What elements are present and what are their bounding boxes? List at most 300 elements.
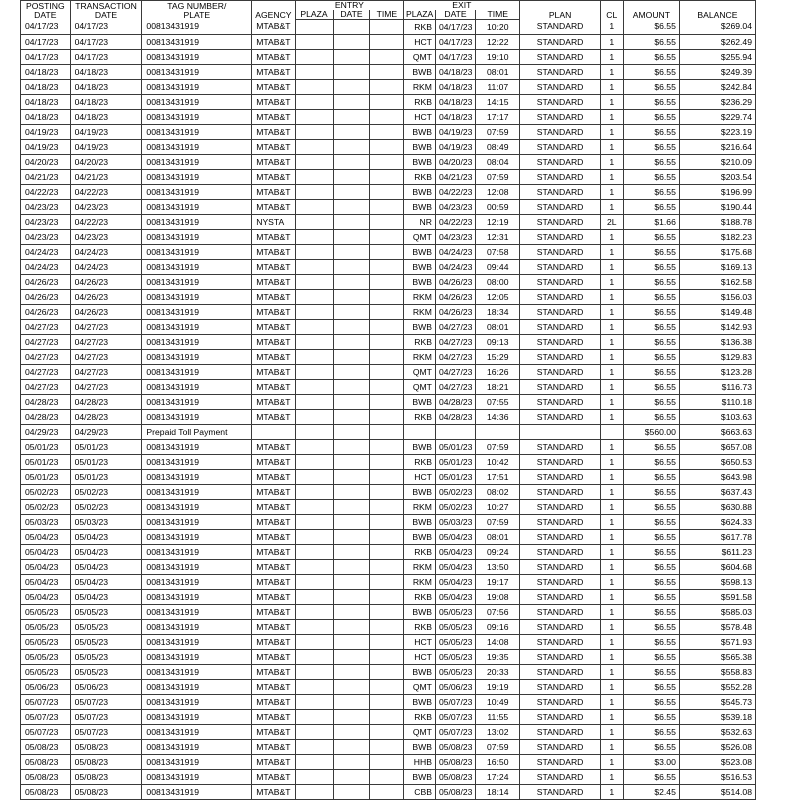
cl-cell: 1 xyxy=(600,455,623,470)
entry-date-cell xyxy=(333,140,370,155)
exit-plaza-cell: BWB xyxy=(404,260,436,275)
posting-date-cell: 04/23/23 xyxy=(21,230,71,245)
cl-cell: 1 xyxy=(600,395,623,410)
amount-cell: $6.55 xyxy=(623,155,679,170)
tag-plate-cell: 00813431919 xyxy=(142,170,252,185)
entry-plaza-cell xyxy=(295,605,333,620)
exit-date-cell: 04/26/23 xyxy=(435,305,475,320)
amount-cell: $6.55 xyxy=(623,335,679,350)
amount-cell: $6.55 xyxy=(623,95,679,110)
posting-date-cell: 04/28/23 xyxy=(21,395,71,410)
amount-cell: $6.55 xyxy=(623,185,679,200)
exit-plaza-cell: QMT xyxy=(404,680,436,695)
entry-time-cell xyxy=(370,260,404,275)
entry-time-cell xyxy=(370,650,404,665)
exit-plaza-cell: BWB xyxy=(404,530,436,545)
entry-plaza-cell xyxy=(295,200,333,215)
balance-cell: $611.23 xyxy=(679,545,755,560)
transaction-date-cell: 05/04/23 xyxy=(70,530,142,545)
posting-date-cell: 04/27/23 xyxy=(21,320,71,335)
cl-cell: 1 xyxy=(600,710,623,725)
entry-date-cell xyxy=(333,620,370,635)
plan-cell: STANDARD xyxy=(520,185,600,200)
table-row xyxy=(21,95,756,110)
plan-cell: STANDARD xyxy=(520,470,600,485)
entry-time-cell xyxy=(370,215,404,230)
agency-cell: MTAB&T xyxy=(252,140,295,155)
agency-cell: MTAB&T xyxy=(252,275,295,290)
agency-cell: MTAB&T xyxy=(252,410,295,425)
tag-plate-cell: 00813431919 xyxy=(142,590,252,605)
posting-date-cell: 04/28/23 xyxy=(21,410,71,425)
balance-cell: $578.48 xyxy=(679,620,755,635)
agency-cell: MTAB&T xyxy=(252,350,295,365)
tag-plate-cell: 00813431919 xyxy=(142,755,252,770)
exit-time-cell: 08:02 xyxy=(476,485,520,500)
balance-cell: $571.93 xyxy=(679,635,755,650)
tag-plate-cell: 00813431919 xyxy=(142,380,252,395)
agency-cell: MTAB&T xyxy=(252,125,295,140)
entry-time-cell xyxy=(370,230,404,245)
posting-date-cell: 04/17/23 xyxy=(21,35,71,50)
entry-time-cell xyxy=(370,740,404,755)
exit-time-cell: 19:17 xyxy=(476,575,520,590)
balance-cell: $136.38 xyxy=(679,335,755,350)
exit-plaza-cell: RKM xyxy=(404,500,436,515)
transaction-date-cell: 04/17/23 xyxy=(70,50,142,65)
transaction-date-cell: 04/29/23 xyxy=(70,425,142,440)
entry-date-cell xyxy=(333,215,370,230)
entry-time-cell xyxy=(370,35,404,50)
posting-date-cell: 04/27/23 xyxy=(21,350,71,365)
agency-cell: NYSTA xyxy=(252,215,295,230)
tag-plate-cell: 00813431919 xyxy=(142,785,252,800)
cl-cell: 1 xyxy=(600,605,623,620)
exit-plaza-cell: RKB xyxy=(404,335,436,350)
balance-cell: $558.83 xyxy=(679,665,755,680)
posting-date-cell: 04/21/23 xyxy=(21,170,71,185)
entry-time-cell xyxy=(370,170,404,185)
cl-cell: 1 xyxy=(600,350,623,365)
exit-plaza-cell: BWB xyxy=(404,245,436,260)
table-row xyxy=(21,365,756,380)
header-exit-plaza: PLAZA xyxy=(404,10,436,20)
exit-plaza-cell: HCT xyxy=(404,35,436,50)
entry-plaza-cell xyxy=(295,260,333,275)
amount-cell: $6.55 xyxy=(623,395,679,410)
header-entry-date: DATE xyxy=(333,10,370,20)
exit-time-cell: 18:14 xyxy=(476,785,520,800)
amount-cell: $1.66 xyxy=(623,215,679,230)
exit-date-cell: 04/28/23 xyxy=(435,410,475,425)
plan-cell: STANDARD xyxy=(520,20,600,35)
entry-time-cell xyxy=(370,530,404,545)
posting-date-cell: 05/04/23 xyxy=(21,545,71,560)
tag-plate-cell: 00813431919 xyxy=(142,20,252,35)
tag-plate-cell: 00813431919 xyxy=(142,695,252,710)
exit-time-cell: 19:10 xyxy=(476,50,520,65)
tag-plate-cell: 00813431919 xyxy=(142,395,252,410)
entry-date-cell xyxy=(333,95,370,110)
tag-plate-cell: 00813431919 xyxy=(142,530,252,545)
entry-plaza-cell xyxy=(295,275,333,290)
agency-cell: MTAB&T xyxy=(252,380,295,395)
entry-date-cell xyxy=(333,275,370,290)
transaction-date-cell: 04/28/23 xyxy=(70,395,142,410)
entry-time-cell xyxy=(370,140,404,155)
exit-plaza-cell: BWB xyxy=(404,155,436,170)
exit-date-cell: 05/05/23 xyxy=(435,620,475,635)
exit-plaza-cell: RKB xyxy=(404,455,436,470)
table-row xyxy=(21,170,756,185)
entry-plaza-cell xyxy=(295,755,333,770)
exit-date-cell: 05/08/23 xyxy=(435,755,475,770)
transaction-date-cell: 05/03/23 xyxy=(70,515,142,530)
transaction-date-cell: 05/07/23 xyxy=(70,695,142,710)
transaction-date-cell: 05/04/23 xyxy=(70,575,142,590)
plan-cell: STANDARD xyxy=(520,335,600,350)
exit-time-cell: 12:19 xyxy=(476,215,520,230)
table-row xyxy=(21,140,756,155)
balance-cell: $156.03 xyxy=(679,290,755,305)
agency-cell: MTAB&T xyxy=(252,545,295,560)
entry-time-cell xyxy=(370,620,404,635)
plan-cell: STANDARD xyxy=(520,650,600,665)
exit-date-cell: 04/26/23 xyxy=(435,290,475,305)
entry-time-cell xyxy=(370,335,404,350)
tag-plate-cell: 00813431919 xyxy=(142,50,252,65)
tag-plate-cell: 00813431919 xyxy=(142,440,252,455)
entry-date-cell xyxy=(333,170,370,185)
exit-time-cell: 07:55 xyxy=(476,395,520,410)
agency-cell: MTAB&T xyxy=(252,245,295,260)
entry-time-cell xyxy=(370,500,404,515)
header-transaction-date: TRANSACTION DATE xyxy=(70,1,142,20)
entry-time-cell xyxy=(370,20,404,35)
exit-plaza-cell: RKM xyxy=(404,80,436,95)
table-row xyxy=(21,575,756,590)
agency-cell: MTAB&T xyxy=(252,785,295,800)
balance-cell: $203.54 xyxy=(679,170,755,185)
transaction-date-cell: 05/08/23 xyxy=(70,740,142,755)
exit-time-cell: 10:49 xyxy=(476,695,520,710)
exit-time-cell: 07:59 xyxy=(476,125,520,140)
entry-date-cell xyxy=(333,125,370,140)
amount-cell: $6.55 xyxy=(623,710,679,725)
posting-date-cell: 05/05/23 xyxy=(21,605,71,620)
entry-time-cell xyxy=(370,95,404,110)
exit-plaza-cell: BWB xyxy=(404,185,436,200)
agency-cell: MTAB&T xyxy=(252,200,295,215)
plan-cell: STANDARD xyxy=(520,245,600,260)
exit-plaza-cell: HHB xyxy=(404,755,436,770)
exit-time-cell: 12:05 xyxy=(476,290,520,305)
exit-plaza-cell: HCT xyxy=(404,635,436,650)
entry-time-cell xyxy=(370,545,404,560)
balance-cell: $630.88 xyxy=(679,500,755,515)
entry-plaza-cell xyxy=(295,230,333,245)
exit-date-cell: 04/17/23 xyxy=(435,50,475,65)
table-row xyxy=(21,335,756,350)
tag-plate-cell: 00813431919 xyxy=(142,110,252,125)
exit-date-cell: 05/04/23 xyxy=(435,590,475,605)
entry-time-cell xyxy=(370,275,404,290)
header-plan: PLAN xyxy=(520,1,600,20)
posting-date-cell: 04/27/23 xyxy=(21,380,71,395)
cl-cell: 1 xyxy=(600,110,623,125)
entry-date-cell xyxy=(333,305,370,320)
posting-date-cell: 04/24/23 xyxy=(21,260,71,275)
table-row xyxy=(21,770,756,785)
posting-date-cell: 05/08/23 xyxy=(21,740,71,755)
posting-date-cell: 04/26/23 xyxy=(21,275,71,290)
amount-cell: $6.55 xyxy=(623,485,679,500)
exit-time-cell: 19:08 xyxy=(476,590,520,605)
exit-time-cell: 07:59 xyxy=(476,740,520,755)
balance-cell: $190.44 xyxy=(679,200,755,215)
entry-plaza-cell xyxy=(295,395,333,410)
exit-date-cell: 05/05/23 xyxy=(435,605,475,620)
plan-cell: STANDARD xyxy=(520,575,600,590)
exit-plaza-cell: BWB xyxy=(404,665,436,680)
amount-cell: $6.55 xyxy=(623,320,679,335)
entry-plaza-cell xyxy=(295,695,333,710)
entry-date-cell xyxy=(333,605,370,620)
exit-time-cell: 14:15 xyxy=(476,95,520,110)
exit-time-cell: 07:56 xyxy=(476,605,520,620)
agency-cell: MTAB&T xyxy=(252,725,295,740)
entry-date-cell xyxy=(333,500,370,515)
exit-plaza-cell: BWB xyxy=(404,395,436,410)
entry-date-cell xyxy=(333,440,370,455)
plan-cell: STANDARD xyxy=(520,230,600,245)
entry-date-cell xyxy=(333,665,370,680)
amount-cell: $6.55 xyxy=(623,200,679,215)
exit-plaza-cell: RKB xyxy=(404,545,436,560)
entry-time-cell xyxy=(370,395,404,410)
entry-time-cell xyxy=(370,320,404,335)
table-row xyxy=(21,635,756,650)
table-row xyxy=(21,650,756,665)
cl-cell: 1 xyxy=(600,245,623,260)
plan-cell: STANDARD xyxy=(520,65,600,80)
agency-cell: MTAB&T xyxy=(252,110,295,125)
cl-cell: 1 xyxy=(600,650,623,665)
balance-cell: $598.13 xyxy=(679,575,755,590)
transaction-date-cell: 05/04/23 xyxy=(70,560,142,575)
plan-cell: STANDARD xyxy=(520,530,600,545)
posting-date-cell: 04/24/23 xyxy=(21,245,71,260)
entry-plaza-cell xyxy=(295,425,333,440)
amount-cell: $6.55 xyxy=(623,305,679,320)
posting-date-cell: 04/27/23 xyxy=(21,365,71,380)
plan-cell: STANDARD xyxy=(520,665,600,680)
entry-plaza-cell xyxy=(295,185,333,200)
posting-date-cell: 04/19/23 xyxy=(21,125,71,140)
exit-time-cell: 12:08 xyxy=(476,185,520,200)
entry-date-cell xyxy=(333,200,370,215)
cl-cell: 1 xyxy=(600,65,623,80)
balance-cell: $650.53 xyxy=(679,455,755,470)
posting-date-cell: 05/08/23 xyxy=(21,785,71,800)
entry-plaza-cell xyxy=(295,635,333,650)
plan-cell: STANDARD xyxy=(520,155,600,170)
exit-plaza-cell: RKM xyxy=(404,350,436,365)
posting-date-cell: 05/02/23 xyxy=(21,485,71,500)
entry-plaza-cell xyxy=(295,155,333,170)
exit-time-cell: 10:27 xyxy=(476,500,520,515)
plan-cell: STANDARD xyxy=(520,50,600,65)
exit-date-cell: 04/27/23 xyxy=(435,365,475,380)
transaction-table xyxy=(20,0,756,800)
posting-date-cell: 04/20/23 xyxy=(21,155,71,170)
exit-time-cell: 14:08 xyxy=(476,635,520,650)
exit-date-cell: 05/03/23 xyxy=(435,515,475,530)
table-row xyxy=(21,155,756,170)
plan-cell: STANDARD xyxy=(520,125,600,140)
entry-date-cell xyxy=(333,50,370,65)
entry-date-cell xyxy=(333,290,370,305)
posting-date-cell: 05/01/23 xyxy=(21,440,71,455)
posting-date-cell: 05/04/23 xyxy=(21,575,71,590)
amount-cell: $6.55 xyxy=(623,575,679,590)
cl-cell: 1 xyxy=(600,680,623,695)
entry-date-cell xyxy=(333,395,370,410)
header-entry-time: TIME xyxy=(370,10,404,20)
transaction-date-cell: 04/23/23 xyxy=(70,230,142,245)
cl-cell: 1 xyxy=(600,35,623,50)
exit-plaza-cell: BWB xyxy=(404,695,436,710)
plan-cell: STANDARD xyxy=(520,35,600,50)
plan-cell: STANDARD xyxy=(520,755,600,770)
table-row xyxy=(21,290,756,305)
agency-cell: MTAB&T xyxy=(252,695,295,710)
tag-plate-cell: 00813431919 xyxy=(142,560,252,575)
agency-cell: MTAB&T xyxy=(252,470,295,485)
exit-date-cell: 04/22/23 xyxy=(435,185,475,200)
balance-cell: $162.58 xyxy=(679,275,755,290)
entry-date-cell xyxy=(333,410,370,425)
exit-date-cell: 04/24/23 xyxy=(435,245,475,260)
entry-plaza-cell xyxy=(295,215,333,230)
plan-cell: STANDARD xyxy=(520,635,600,650)
table-row xyxy=(21,50,756,65)
transaction-date-cell: 05/06/23 xyxy=(70,680,142,695)
table-row xyxy=(21,470,756,485)
entry-time-cell xyxy=(370,380,404,395)
entry-date-cell xyxy=(333,755,370,770)
balance-cell: $514.08 xyxy=(679,785,755,800)
balance-cell: $142.93 xyxy=(679,320,755,335)
exit-plaza-cell: CBB xyxy=(404,785,436,800)
agency-cell: MTAB&T xyxy=(252,290,295,305)
table-row xyxy=(21,725,756,740)
entry-date-cell xyxy=(333,515,370,530)
cl-cell: 1 xyxy=(600,20,623,35)
table-row xyxy=(21,185,756,200)
exit-time-cell: 09:16 xyxy=(476,620,520,635)
entry-plaza-cell xyxy=(295,485,333,500)
entry-time-cell xyxy=(370,440,404,455)
exit-date-cell: 05/02/23 xyxy=(435,485,475,500)
tag-plate-cell: 00813431919 xyxy=(142,215,252,230)
table-row xyxy=(21,80,756,95)
table-body xyxy=(21,20,756,800)
entry-plaza-cell xyxy=(295,65,333,80)
cl-cell: 1 xyxy=(600,95,623,110)
amount-cell: $6.55 xyxy=(623,635,679,650)
plan-cell: STANDARD xyxy=(520,410,600,425)
exit-time-cell: 17:51 xyxy=(476,470,520,485)
transaction-date-cell: 04/21/23 xyxy=(70,170,142,185)
plan-cell: STANDARD xyxy=(520,515,600,530)
transaction-date-cell: 04/24/23 xyxy=(70,260,142,275)
exit-time-cell xyxy=(476,425,520,440)
entry-date-cell xyxy=(333,785,370,800)
entry-plaza-cell xyxy=(295,710,333,725)
cl-cell: 1 xyxy=(600,50,623,65)
exit-time-cell: 10:42 xyxy=(476,455,520,470)
header-posting-date: POSTING DATE xyxy=(21,1,71,20)
cl-cell: 1 xyxy=(600,740,623,755)
entry-time-cell xyxy=(370,755,404,770)
plan-cell: STANDARD xyxy=(520,740,600,755)
entry-date-cell xyxy=(333,740,370,755)
entry-time-cell xyxy=(370,305,404,320)
exit-time-cell: 17:17 xyxy=(476,110,520,125)
agency-cell: MTAB&T xyxy=(252,485,295,500)
header-amount: AMOUNT xyxy=(623,1,679,20)
table-row xyxy=(21,440,756,455)
entry-plaza-cell xyxy=(295,350,333,365)
entry-time-cell xyxy=(370,590,404,605)
entry-plaza-cell xyxy=(295,95,333,110)
entry-plaza-cell xyxy=(295,80,333,95)
balance-cell: $262.49 xyxy=(679,35,755,50)
entry-plaza-cell xyxy=(295,410,333,425)
posting-date-cell: 04/18/23 xyxy=(21,80,71,95)
table-row xyxy=(21,545,756,560)
agency-cell: MTAB&T xyxy=(252,170,295,185)
header-exit-time: TIME xyxy=(476,10,520,20)
exit-time-cell: 07:59 xyxy=(476,170,520,185)
cl-cell: 1 xyxy=(600,665,623,680)
tag-plate-cell: 00813431919 xyxy=(142,575,252,590)
exit-plaza-cell: BWB xyxy=(404,770,436,785)
balance-cell: $196.99 xyxy=(679,185,755,200)
table-row xyxy=(21,410,756,425)
balance-cell: $539.18 xyxy=(679,710,755,725)
tag-plate-cell: 00813431919 xyxy=(142,125,252,140)
amount-cell: $6.55 xyxy=(623,230,679,245)
entry-plaza-cell xyxy=(295,365,333,380)
posting-date-cell: 05/08/23 xyxy=(21,770,71,785)
amount-cell: $2.45 xyxy=(623,785,679,800)
header-entry-plaza: PLAZA xyxy=(295,10,333,20)
amount-cell: $6.55 xyxy=(623,260,679,275)
entry-time-cell xyxy=(370,200,404,215)
amount-cell: $6.55 xyxy=(623,515,679,530)
balance-cell: $229.74 xyxy=(679,110,755,125)
exit-plaza-cell: HCT xyxy=(404,110,436,125)
transaction-date-cell: 05/02/23 xyxy=(70,485,142,500)
cl-cell: 1 xyxy=(600,275,623,290)
agency-cell: MTAB&T xyxy=(252,230,295,245)
exit-date-cell: 04/22/23 xyxy=(435,215,475,230)
entry-plaza-cell xyxy=(295,380,333,395)
cl-cell: 1 xyxy=(600,335,623,350)
exit-plaza-cell: RKM xyxy=(404,290,436,305)
